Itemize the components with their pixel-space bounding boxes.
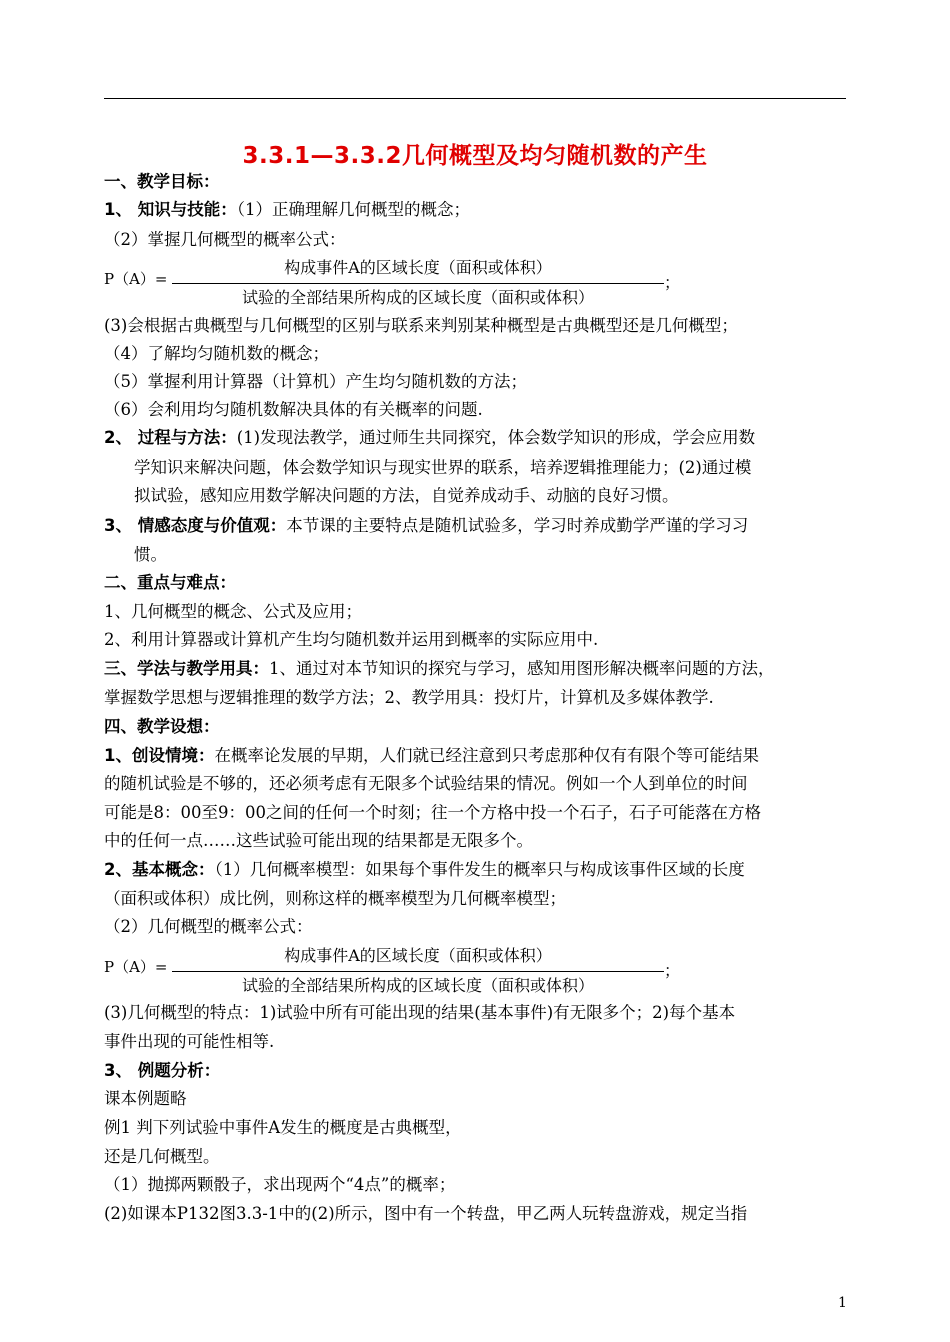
fraction-numerator: 构成事件A的区域长度（面积或体积）: [284, 946, 552, 965]
design-2-line-3: （2）几何概型的概率公式：: [104, 917, 313, 936]
design-1-line-3: 可能是8：00至9：00之间的任何一个时刻；往一个方格中投一个石子，石子可能落在方格: [104, 803, 761, 822]
objective-1-4: （4）了解均匀随机数的概念；: [104, 344, 329, 363]
objective-2-text: (1)发现法教学，通过师生共同探究，体会数学知识的形成，学会应用数: [236, 428, 756, 447]
objective-1-6: （6）会利用均匀随机数解决具体的有关概率的问题.: [104, 400, 483, 419]
example-1-item-1: （1）抛掷两颗骰子，求出现两个“4点”的概率；: [104, 1175, 456, 1194]
section-1-heading: 一、教学目标：: [104, 172, 220, 191]
header-rule: [104, 98, 846, 99]
section-3: [104, 657, 775, 681]
design-1-line-2: 的随机试验是不够的，还必须考虑有无限多个试验结果的情况。例如一个人到单位的时间: [104, 774, 748, 793]
section-3-heading: 三、学法与教学用具：: [104, 659, 269, 678]
fraction-denominator: 试验的全部结果所构成的区域长度（面积或体积）: [241, 288, 594, 307]
design-2: [104, 858, 745, 882]
objective-2: [104, 426, 755, 450]
fraction-denominator: 试验的全部结果所构成的区域长度（面积或体积）: [241, 976, 594, 995]
objective-1-5: （5）掌握利用计算器（计算机）产生均匀随机数的方法；: [104, 372, 527, 391]
objective-3-label: 3、 情感态度与价值观：: [104, 516, 287, 535]
objective-3: [104, 514, 748, 538]
example-1-item-2: (2)如课本P132图3.3-1中的(2)所示，图中有一个转盘，甲乙两人玩转盘游戏，规定当指: [104, 1204, 748, 1223]
objective-1-text: （1）正确理解几何概型的概念；: [236, 200, 470, 219]
section-3-line-2: 掌握数学思想与逻辑推理的数学方法；2、教学用具：投灯片，计算机及多媒体教学.: [104, 688, 714, 707]
page-title: 3.3.1—3.3.2几何概型及均匀随机数的产生: [242, 143, 708, 169]
formula-tail: ；: [664, 961, 681, 980]
objective-1-2: （2）掌握几何概型的概率公式：: [104, 230, 346, 249]
design-2-text: （1）几何概率模型：如果每个事件发生的概率只与构成该事件区域的长度: [214, 860, 745, 879]
fraction-bar: [172, 283, 664, 284]
key-point-2: 2、利用计算器或计算机产生均匀随机数并运用到概率的实际应用中.: [104, 630, 599, 649]
design-1-line-4: 中的任何一点……这些试验可能出现的结果都是无限多个。: [104, 831, 533, 850]
objective-3-line-2: 惯。: [134, 545, 167, 564]
formula-tail: ；: [664, 273, 681, 292]
design-1: [104, 744, 759, 768]
design-3-heading: 3、 例题分析：: [104, 1061, 221, 1080]
example-1-prompt-2: 还是几何概型。: [104, 1147, 220, 1166]
design-2-line-4: (3)几何概型的特点：1)试验中所有可能出现的结果(基本事件)有无限多个；2)每个基本: [104, 1003, 736, 1022]
design-2-line-5: 事件出现的可能性相等.: [104, 1032, 275, 1051]
objective-3-text: 本节课的主要特点是随机试验多，学习时养成勤学严谨的学习习: [286, 516, 749, 535]
section-3-text: 1、通过对本节知识的探究与学习，感知用图形解决概率问题的方法，: [269, 659, 775, 678]
design-1-label: 1、创设情境：: [104, 746, 215, 765]
objective-1-label: 1、 知识与技能：: [104, 200, 237, 219]
objective-2-line-2: 学知识来解决问题，体会数学知识与现实世界的联系，培养逻辑推理能力；(2)通过模: [134, 458, 752, 477]
fraction-bar: [172, 971, 664, 972]
example-1-prompt: 例1 判下列试验中事件A发生的概度是古典概型，: [104, 1118, 462, 1137]
section-4-heading: 四、教学设想：: [104, 717, 220, 736]
page-number: 1: [838, 1295, 847, 1311]
objective-1: [104, 198, 470, 222]
objective-2-line-3: 拟试验，感知应用数学解决问题的方法，自觉养成动手、动脑的良好习惯。: [134, 486, 679, 505]
key-point-1: 1、几何概型的概念、公式及应用；: [104, 602, 362, 621]
objective-1-3: (3)会根据古典概型与几何概型的区别与联系来判别某种概型是古典概型还是几何概型；: [104, 316, 738, 335]
formula-label: P（A）=: [104, 270, 168, 288]
objective-2-label: 2、 过程与方法：: [104, 428, 237, 447]
design-1-text: 在概率论发展的早期，人们就已经注意到只考虑那种仅有有限个等可能结果: [214, 746, 759, 765]
formula-label: P（A）=: [104, 958, 168, 976]
design-2-label: 2、基本概念：: [104, 860, 215, 879]
design-3-line-1: 课本例题略: [104, 1089, 187, 1108]
section-2-heading: 二、重点与难点：: [104, 573, 236, 592]
design-2-line-2: （面积或体积）成比例，则称这样的概率模型为几何概率模型；: [104, 889, 566, 908]
fraction-numerator: 构成事件A的区域长度（面积或体积）: [284, 258, 552, 277]
